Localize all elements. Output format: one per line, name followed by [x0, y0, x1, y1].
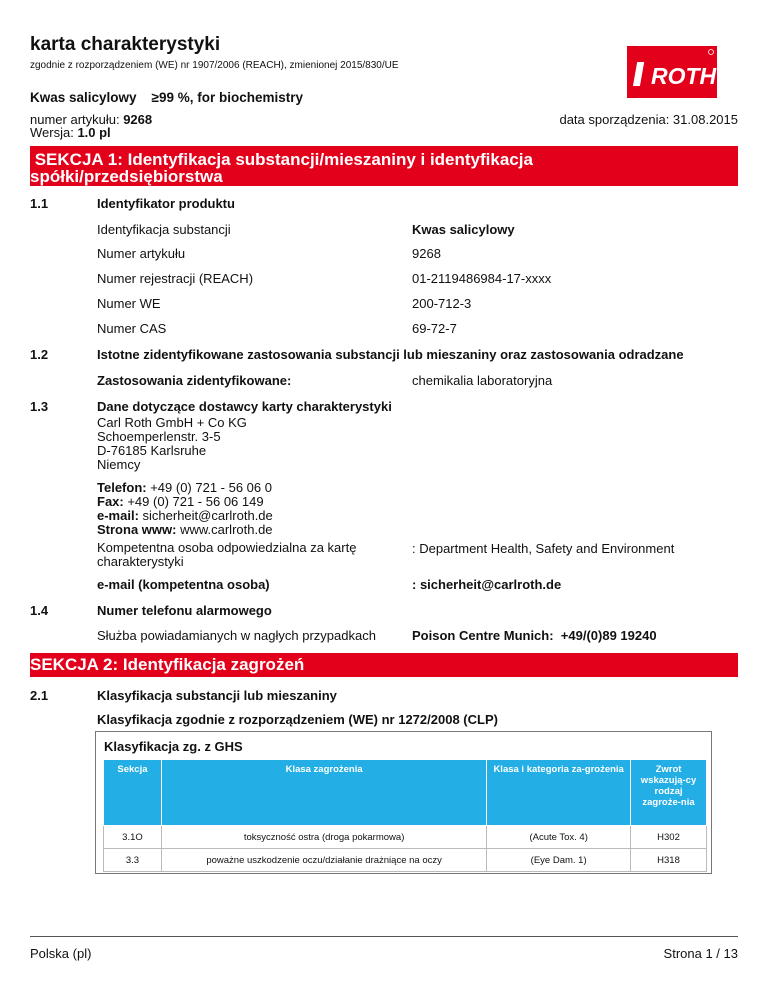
version: Wersja: 1.0 pl: [30, 125, 111, 140]
product-name: Kwas salicylowy ≥99 %, for biochemistry: [30, 90, 304, 105]
section-1-3-heading: Dane dotyczące dostawcy karty charakterystyki: [97, 399, 392, 414]
section-1-2-number: 1.2: [30, 347, 49, 362]
col-header-hazard-statement: Zwrot wskazują-cy rodzaj zagroże-nia: [631, 760, 707, 826]
section-2-1-heading: Klasyfikacja substancji lub mieszaniny: [97, 688, 337, 703]
clp-classification-heading: Klasyfikacja zgodnie z rozporządzeniem (WE) nr 1272/2008 (CLP): [97, 712, 498, 727]
section-2-1-number: 2.1: [30, 688, 49, 703]
ghs-table-header: [104, 760, 707, 826]
table-cell: toksyczność ostra (droga pokarmowa): [161, 826, 486, 849]
roth-logo: [627, 46, 717, 98]
ghs-table: [103, 759, 707, 872]
section-1-4-number: 1.4: [30, 603, 49, 618]
www-line: Strona www: www.carlroth.de: [97, 522, 273, 537]
phone-line: Telefon: +49 (0) 721 - 56 06 0: [97, 480, 272, 495]
substance-id-value: Kwas salicylowy: [412, 222, 515, 237]
section-1-1-heading: Identyfikator produktu: [97, 196, 235, 211]
competent-email-label: e-mail (kompetentna osoba): [97, 577, 270, 592]
email-line: e-mail: sicherheit@carlroth.de: [97, 508, 273, 523]
section-1-3-number: 1.3: [30, 399, 49, 414]
supplier-address: [97, 416, 247, 472]
article-number: numer artykułu: 9268: [30, 112, 153, 127]
table-cell: poważne uszkodzenie oczu/działanie drażniące na oczy: [161, 849, 486, 872]
col-header-hazard-class: Klasa zagrożenia: [161, 760, 486, 826]
table-cell: (Acute Tox. 4): [487, 826, 631, 849]
address-line: Schoemperlenstr. 3-5: [97, 429, 221, 444]
identified-uses-value: chemikalia laboratoryjna: [412, 373, 553, 388]
document-subtitle: zgodnie z rozporządzeniem (WE) nr 1907/2006 (REACH), zmienionej 2015/830/UE: [30, 60, 399, 71]
emergency-service-label: Służba powiadamianych w nagłych przypadkach: [97, 628, 376, 643]
table-cell: H302: [631, 826, 707, 849]
address-line: Niemcy: [97, 457, 141, 472]
emergency-phone-value: Poison Centre Munich: +49/(0)89 19240: [412, 628, 657, 643]
ec-number-label: Numer WE: [97, 296, 161, 311]
reach-number-label: Numer rejestracji (REACH): [97, 271, 254, 286]
roth-logo-graphic: [627, 46, 717, 98]
article-number-value: 9268: [412, 246, 441, 261]
ec-number-value: 200-712-3: [412, 296, 472, 311]
footer-language: Polska (pl): [30, 946, 92, 961]
table-cell: (Eye Dam. 1): [487, 849, 631, 872]
table-cell: 3.3: [104, 849, 162, 872]
table-cell: 3.1O: [104, 826, 162, 849]
logo-text: ROTH: [651, 63, 717, 89]
col-header-section: Sekcja: [104, 760, 162, 826]
competent-person-label: Kompetentna osoba odpowiedzialna za kartę charakterystyki: [97, 540, 357, 569]
supplier-contact: [97, 481, 273, 537]
section-1-4-heading: Numer telefonu alarmowego: [97, 603, 272, 618]
section-1-2-heading: Istotne zidentyfikowane zastosowania substancji lub mieszaniny oraz zastosowania odradzane: [97, 347, 684, 362]
fax-line: Fax: +49 (0) 721 - 56 06 149: [97, 494, 264, 509]
address-line: D-76185 Karlsruhe: [97, 443, 207, 458]
ghs-classification-box: [95, 731, 712, 874]
cas-number-value: 69-72-7: [412, 321, 457, 336]
reach-number-value: 01-2119486984-17-xxxx: [412, 271, 552, 286]
table-cell: H318: [631, 849, 707, 872]
section-1-header: SEKCJA 1: Identyfikacja substancji/mieszaniny i identyfikacja spółki/przedsiębiorstwa: [30, 146, 738, 186]
competent-person-value: : Department Health, Safety and Environment: [412, 541, 675, 556]
document-title: karta charakterystyki: [30, 34, 221, 55]
section-2-header: SEKCJA 2: Identyfikacja zagrożeń: [30, 653, 738, 677]
identified-uses-label: Zastosowania zidentyfikowane:: [97, 373, 292, 388]
section-1-1-number: 1.1: [30, 196, 49, 211]
substance-id-label: Identyfikacja substancji: [97, 222, 231, 237]
cas-number-label: Numer CAS: [97, 321, 167, 336]
article-number-label: Numer artykułu: [97, 246, 186, 261]
ghs-title: Klasyfikacja zg. z GHS: [104, 739, 243, 754]
competent-email-value: : sicherheit@carlroth.de: [412, 577, 562, 592]
footer-page-number: Strona 1 / 13: [663, 946, 738, 961]
table-row: [104, 826, 707, 849]
table-row: [104, 849, 707, 872]
col-header-category: Klasa i kategoria za-grożenia: [487, 760, 631, 826]
footer-divider: [30, 936, 738, 937]
issue-date: data sporządzenia: 31.08.2015: [559, 112, 738, 127]
address-line: Carl Roth GmbH + Co KG: [97, 415, 247, 430]
